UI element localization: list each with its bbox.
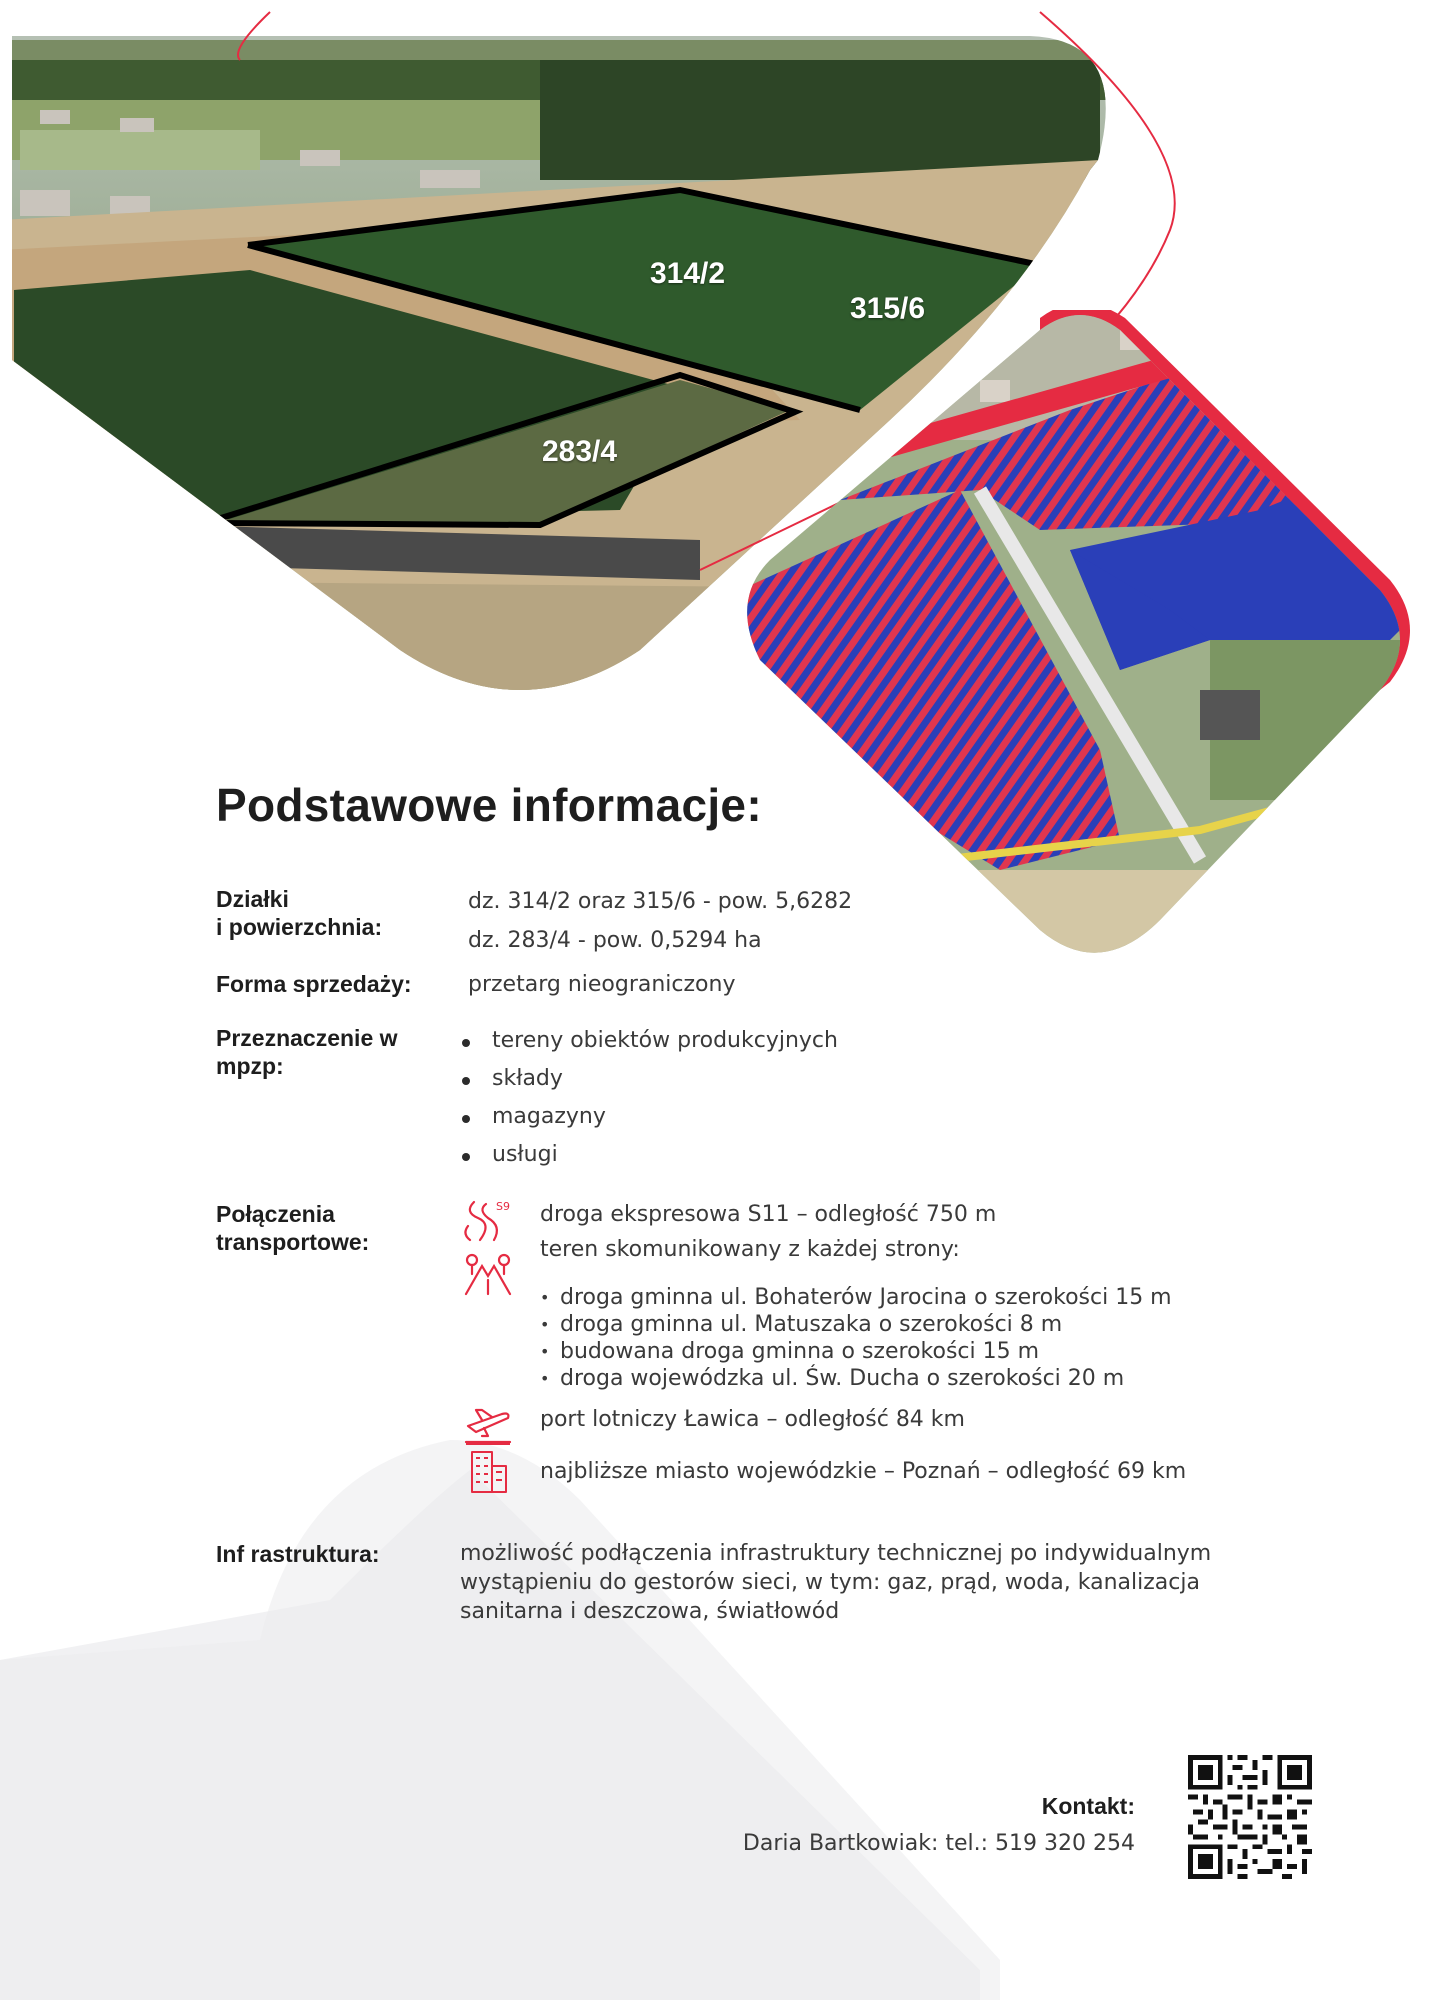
city-icon bbox=[462, 1440, 514, 1496]
transport-label: Połączenia transportowe: bbox=[216, 1201, 370, 1255]
plot-label-315-6: 315/6 bbox=[850, 292, 926, 325]
sale-label: Forma sprzedaży: bbox=[216, 971, 412, 997]
landscape-icon bbox=[462, 1250, 514, 1298]
plots-label: Działki i powierzchnia: bbox=[216, 886, 383, 940]
zoning-item: składy bbox=[458, 1065, 838, 1103]
infra-label: Inf rastruktura: bbox=[216, 1541, 380, 1567]
infra-line-2: wystąpieniu do gestorów sieci, w tym: gaz, prąd, woda, kanalizacja bbox=[460, 1570, 1200, 1595]
contact-label: Kontakt: bbox=[1041, 1793, 1135, 1819]
sale-value: przetarg nieograniczony bbox=[468, 972, 736, 997]
plot-label-314-2: 314/2 bbox=[650, 257, 726, 290]
road-icon bbox=[462, 1196, 514, 1244]
infra-line-1: możliwość podłączenia infrastruktury technicznej po indywidualnym bbox=[460, 1541, 1212, 1566]
zoning-item: usługi bbox=[458, 1141, 838, 1179]
page-title: Podstawowe informacje: bbox=[216, 779, 762, 831]
transport-access: teren skomunikowany z każdej strony: bbox=[540, 1237, 960, 1262]
plots-value-1: dz. 314/2 oraz 315/6 - pow. 5,6282 bbox=[468, 889, 853, 914]
zoning-item: tereny obiektów produkcyjnych bbox=[458, 1027, 838, 1065]
plot-label-283-4: 283/4 bbox=[542, 435, 618, 468]
zoning-map bbox=[740, 310, 1420, 980]
zoning-label: Przeznaczenie w mpzp: bbox=[216, 1025, 398, 1079]
svg-text:S9: S9 bbox=[496, 1200, 510, 1213]
plots-value-2: dz. 283/4 - pow. 0,5294 ha bbox=[468, 928, 762, 953]
road-item: • droga gminna ul. Matuszaka o szerokości 8 m bbox=[540, 1311, 1172, 1338]
road-item: • droga gminna ul. Bohaterów Jarocina o szerokości 15 m bbox=[540, 1284, 1172, 1311]
contact-person: Daria Bartkowiak: tel.: 519 320 254 bbox=[742, 1831, 1135, 1856]
transport-airport: port lotniczy Ławica – odległość 84 km bbox=[540, 1407, 965, 1432]
zoning-list bbox=[458, 1027, 838, 1179]
road-item: • budowana droga gminna o szerokości 15 m bbox=[540, 1338, 1172, 1365]
roads-list bbox=[540, 1284, 1172, 1392]
qr-code[interactable] bbox=[1188, 1755, 1312, 1879]
transport-road: droga ekspresowa S11 – odległość 750 m bbox=[540, 1202, 997, 1227]
road-item: • droga wojewódzka ul. Św. Ducha o szerokości 20 m bbox=[540, 1365, 1172, 1392]
infra-line-3: sanitarna i deszczowa, światłowód bbox=[460, 1599, 840, 1624]
zoning-item: magazyny bbox=[458, 1103, 838, 1141]
transport-city: najbliższe miasto wojewódzkie – Poznań – odległość 69 km bbox=[540, 1459, 1187, 1484]
